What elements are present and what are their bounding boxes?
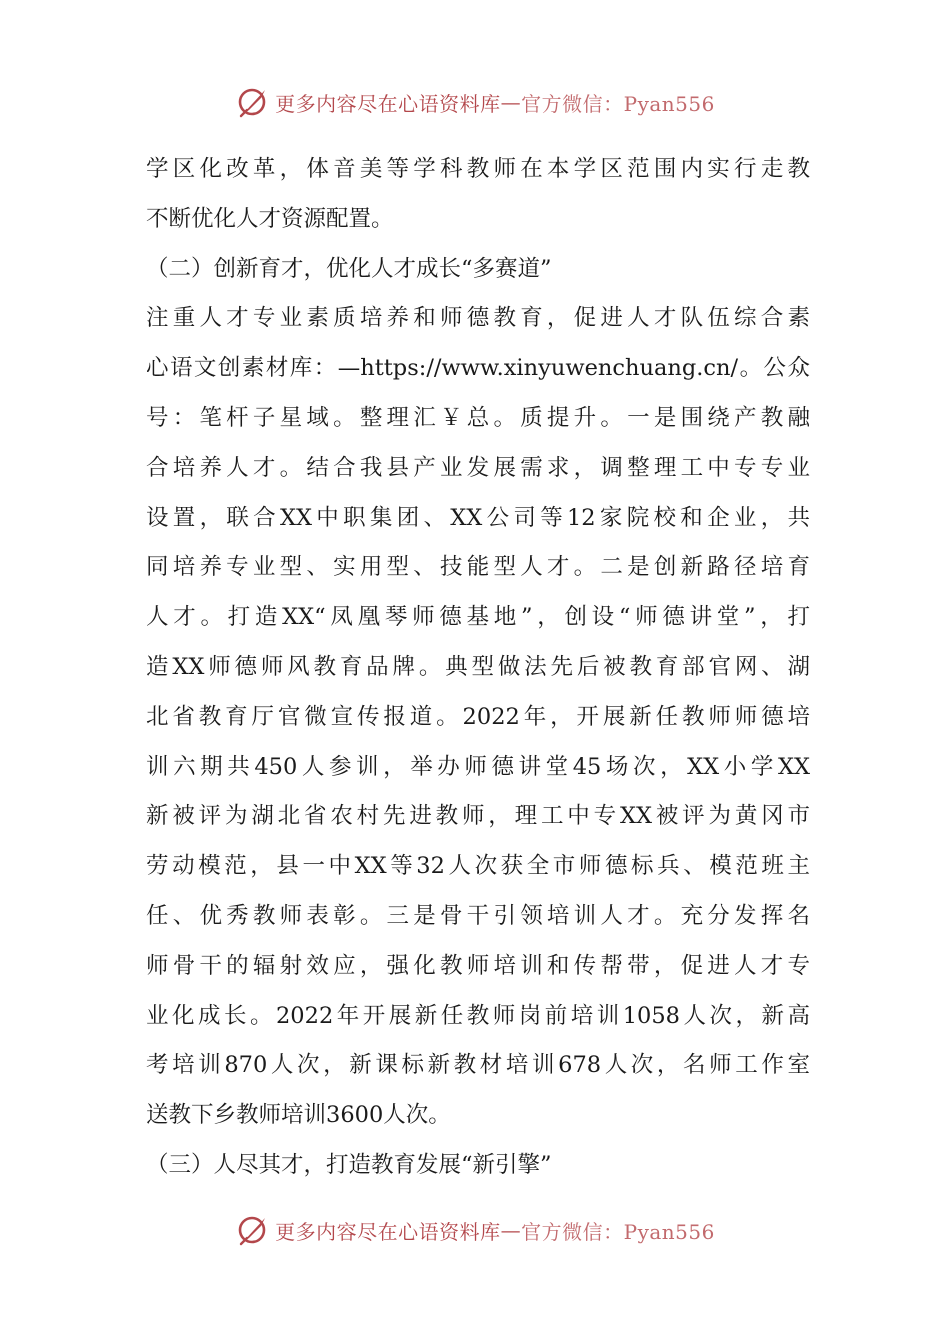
body-line: 送教下乡教师培训3600人次。 bbox=[146, 1102, 451, 1129]
body-line: 造XX师德师风教育品牌。典型做法先后被教育部官网、湖 bbox=[146, 653, 810, 680]
body-line: 不断优化人才资源配置。 bbox=[146, 205, 394, 232]
body-line: 训六期共450人参训，举办师德讲堂45场次，XX小学XX bbox=[146, 753, 810, 780]
quill-logo-icon bbox=[235, 84, 271, 120]
body-line: 人才。打造XX“凤凰琴师德基地”，创设“师德讲堂”，打 bbox=[146, 604, 810, 631]
body-line: 注重人才专业素质培养和师德教育，促进人才队伍综合素 bbox=[146, 305, 810, 332]
header-banner bbox=[0, 80, 950, 124]
banner-wechat: 官方微信：Pyan556 bbox=[521, 91, 715, 116]
body-line: 师骨干的辐射效应，强化教师培训和传帮带，促进人才专 bbox=[146, 952, 810, 979]
banner-title: 更多内容尽在心语资料库 bbox=[275, 1219, 501, 1244]
section-heading: （三）人尽其才，打造教育发展“新引擎” bbox=[146, 1151, 552, 1178]
body-line: 号：笔杆子星域。整理汇￥总。质提升。一是围绕产教融 bbox=[146, 404, 810, 431]
banner-wechat: 官方微信：Pyan556 bbox=[521, 1219, 715, 1244]
body-line: 任、优秀教师表彰。三是骨干引领培训人才。充分发挥名 bbox=[146, 902, 810, 929]
body-line: 同培养专业型、实用型、技能型人才。二是创新路径培育 bbox=[146, 554, 810, 581]
body-line: 劳动模范，县一中XX等32人次获全市师德标兵、模范班主 bbox=[146, 853, 810, 880]
section-heading: （二）创新育才，优化人才成长“多赛道” bbox=[146, 255, 552, 282]
body-line: 新被评为湖北省农村先进教师，理工中专XX被评为黄冈市 bbox=[146, 803, 810, 830]
quill-logo-icon bbox=[235, 1212, 271, 1248]
banner-dash: — bbox=[500, 1218, 522, 1242]
body-line: 考培训870人次，新课标新教材培训678人次，名师工作室 bbox=[146, 1052, 810, 1079]
banner-title: 更多内容尽在心语资料库 bbox=[275, 91, 501, 116]
footer-banner bbox=[0, 1208, 950, 1252]
body-line: 合培养人才。结合我县产业发展需求，调整理工中专专业 bbox=[146, 454, 810, 481]
body-line: 业化成长。2022年开展新任教师岗前培训1058人次，新高 bbox=[146, 1002, 810, 1029]
document-body bbox=[146, 145, 810, 1191]
body-line: 学区化改革，体音美等学科教师在本学区范围内实行走教 bbox=[146, 156, 810, 182]
banner-dash: — bbox=[500, 90, 522, 114]
body-line: 设置，联合XX中职集团、XX公司等12家院校和企业，共 bbox=[146, 504, 810, 531]
body-line: 北省教育厅官微宣传报道。2022年，开展新任教师师德培 bbox=[146, 703, 810, 730]
body-line: 心语文创素材库：—https://www.xinyuwenchuang.cn/。公众 bbox=[146, 355, 810, 382]
